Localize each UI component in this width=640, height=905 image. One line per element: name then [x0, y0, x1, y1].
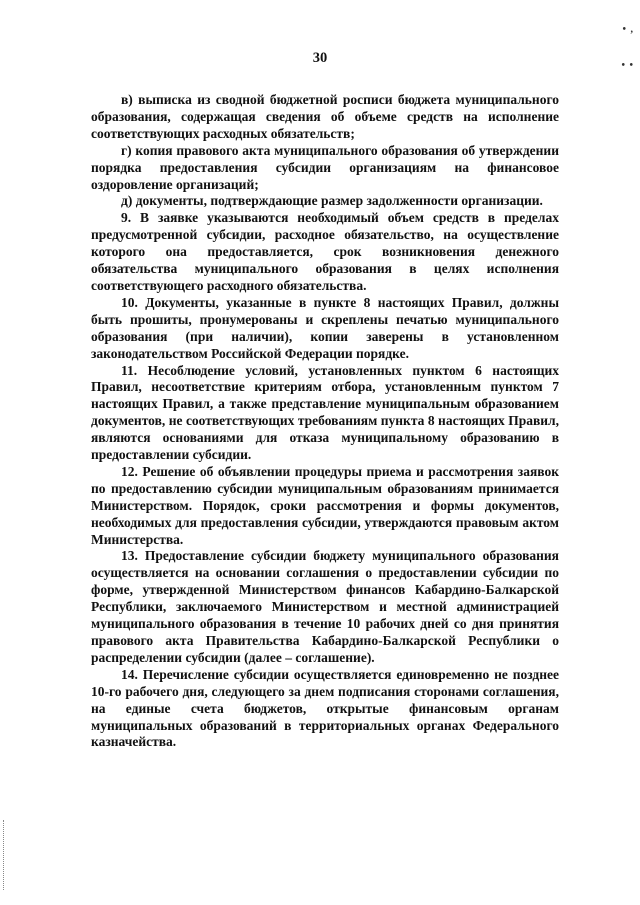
paragraph-item-d: д) документы, подтверждающие размер задолженности организации.: [121, 193, 543, 209]
page-number: 30: [312, 50, 328, 66]
paragraph-clause-10: 10. Документы, указанные в пункте 8 настоящих Правил, должны быть прошиты, пронумерованы и скреплены печатью муниципального образования (при наличии), копии заверены в установленном законодательством Российской Федерации порядке.: [91, 294, 559, 361]
paragraph-clause-13: 13. Предоставление субсидии бюджету муниципального образования осуществляется на основании соглашения о предоставлении субсидии по форме, утвержденной Министерством финансов Кабардино-Балкарской Республики, заключаемого Министерством и местной администрацией муниципального образования в течение 10 рабочих дней со дня принятия правового акта Правительства Кабардино-Балкарской Республики о распределении субсидии (далее – соглашение).: [91, 548, 559, 665]
paragraph-clause-14: 14. Перечисление субсидии осуществляется единовременно не позднее 10-го рабочего дня, следующего за днем подписания сторонами соглашения, на единые счета бюджетов, открытые финансовым органам муниципальных образований в территориальных органах Федерального казначейства.: [91, 666, 559, 750]
paragraph-clause-12: 12. Решение об объявлении процедуры приема и рассмотрения заявок по предоставлению субсидии муниципальным образованиям принимается Министерством. Порядок, сроки рассмотрения и формы документов, необходимых для предоставления субсидии, утверждаются правовым актом Министерства.: [91, 463, 559, 547]
scan-margin-mark: • •: [621, 60, 634, 71]
paragraph-clause-11: 11. Несоблюдение условий, установленных пунктом 6 настоящих Правил, несоответствие критериям отбора, установленным пунктом 7 настоящих Правил, а также представление муниципальным образованием документов, не соответствующих требованиям пункта 8 настоящих Правил, являются основаниями для отказа муниципальному образованию в предоставлении субсидии.: [91, 362, 559, 463]
paragraph-clause-9: 9. В заявке указываются необходимый объем средств в пределах предусмотренной субсидии, расходное обязательство, на осуществление которого она предоставляется, срок возникновения денежного обязательства муниципального образования в целях исполнения соответствующего расходного обязательства.: [91, 210, 559, 293]
document-body: [91, 92, 559, 751]
paragraph-item-v: в) выписка из сводной бюджетной росписи бюджета муниципального образования, содержащая сведения об объеме средств на исполнение соответствующих расходных обязательств;: [91, 92, 559, 141]
paragraph-item-g: г) копия правового акта муниципального образования об утверждении порядка предоставления субсидии организациям на финансовое оздоровление организаций;: [91, 142, 559, 192]
scan-edge-artifact: [3, 820, 5, 890]
scan-corner-mark: • ,: [622, 24, 634, 35]
